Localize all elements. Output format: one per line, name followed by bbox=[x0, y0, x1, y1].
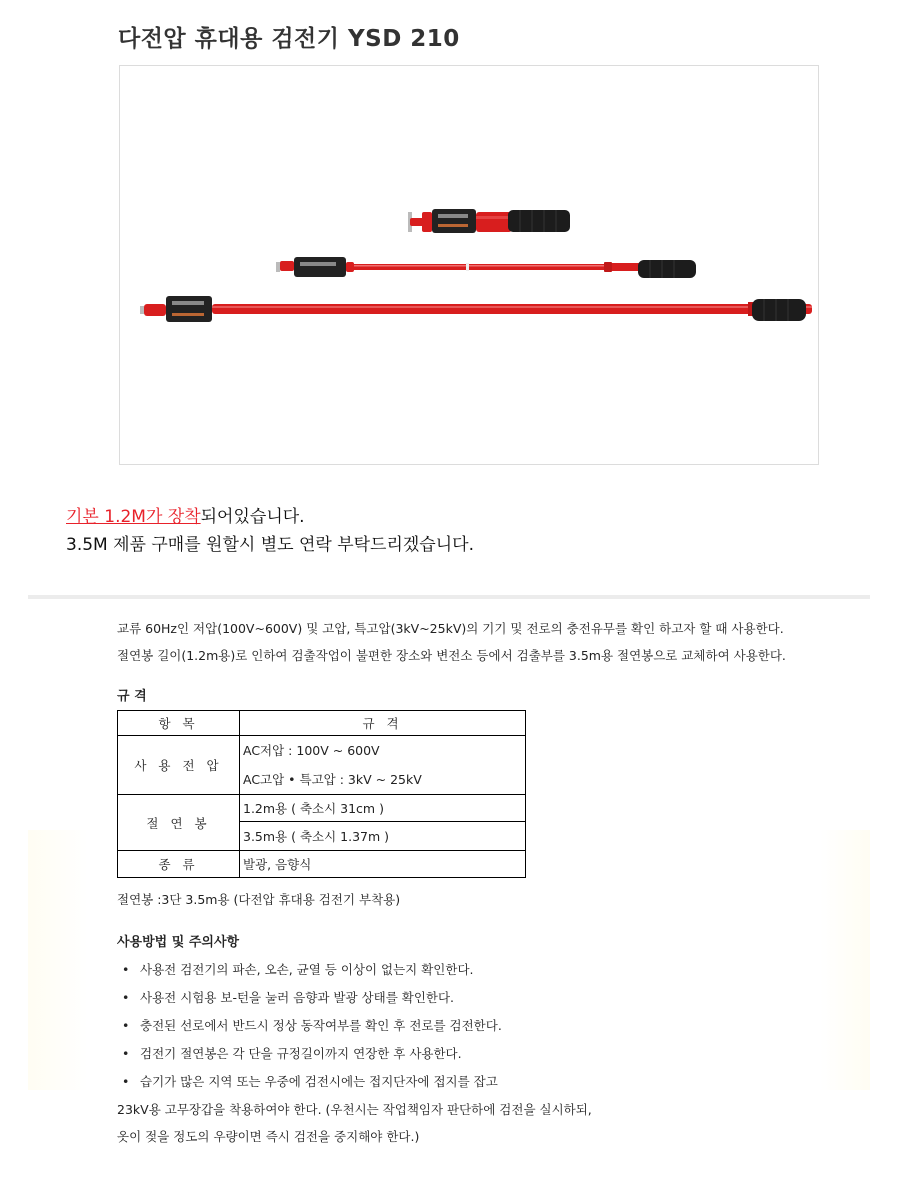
bullet: • bbox=[122, 1046, 130, 1061]
intro-paragraph-1: 교류 60Hz인 저압(100V~600V) 및 고압, 특고압(3kV~25kV)의 기기 및 전로의 충전유무를 확인 하고자 할 때 사용한다. bbox=[117, 621, 784, 636]
list-item bbox=[117, 984, 837, 1012]
install-notice bbox=[66, 503, 474, 559]
usage-heading: 사용방법 및 주의사항 bbox=[117, 935, 240, 950]
spec-heading: 규 격 bbox=[117, 689, 147, 704]
category-rod: 절 연 봉 bbox=[118, 795, 240, 851]
spec-note: 절연봉 :3단 3.5m용 (다전압 휴대용 검전기 부착용) bbox=[117, 892, 401, 907]
list-item bbox=[117, 956, 837, 984]
notice-rest: 되어있습니다. bbox=[200, 507, 305, 527]
rod-value-2: 3.5m용 ( 축소시 1.37m ) bbox=[240, 822, 526, 851]
header-item: 항 목 bbox=[118, 711, 240, 736]
bullet: • bbox=[122, 990, 130, 1005]
voltage-low: AC저압 : 100V ~ 600V bbox=[243, 743, 380, 758]
tester-long bbox=[140, 296, 812, 322]
category-type: 종 류 bbox=[118, 851, 240, 878]
rod-value-1: 1.2m용 ( 축소시 31cm ) bbox=[240, 795, 526, 822]
bullet: • bbox=[122, 962, 130, 977]
list-item bbox=[117, 1040, 837, 1068]
section-divider bbox=[28, 595, 870, 599]
tester-medium bbox=[276, 257, 696, 278]
notice-highlight: 기본 1.2M가 장착 bbox=[66, 507, 201, 527]
bullet: • bbox=[122, 1018, 130, 1033]
table-row bbox=[118, 795, 526, 822]
product-photo bbox=[119, 65, 819, 465]
spec-table bbox=[117, 710, 526, 878]
usage-text: 사용전 시험용 보-턴을 눌러 음향과 발광 상태를 확인한다. bbox=[140, 990, 455, 1005]
usage-tail-1: 23kV용 고무장갑을 착용하여야 한다. (우천시는 작업책임자 판단하에 검전을 실시하되, bbox=[117, 1102, 592, 1117]
table-row bbox=[118, 851, 526, 878]
notice-line-2: 3.5M 제품 구매를 원할시 별도 연락 부탁드리겠습니다. bbox=[66, 535, 474, 555]
usage-text: 검전기 절연봉은 각 단을 규정길이까지 연장한 후 사용한다. bbox=[140, 1046, 462, 1061]
usage-text: 사용전 검전기의 파손, 오손, 균열 등 이상이 없는지 확인한다. bbox=[140, 962, 474, 977]
list-item bbox=[117, 1068, 837, 1096]
page-title: 다전압 휴대용 검전기 YSD 210 bbox=[118, 26, 460, 52]
type-value: 발광, 음향식 bbox=[240, 851, 526, 878]
background-fade-left bbox=[28, 830, 88, 1090]
usage-tail-2: 옷이 젖을 정도의 우량이면 즉시 검전을 중지해야 한다.) bbox=[117, 1129, 420, 1144]
spec-section bbox=[117, 615, 837, 1150]
intro-paragraph-2: 절연봉 길이(1.2m용)로 인하여 검출작업이 불편한 장소와 변전소 등에서 검출부를 3.5m용 절연봉으로 교체하여 사용한다. bbox=[117, 648, 786, 663]
table-row bbox=[118, 736, 526, 795]
usage-text: 충전된 선로에서 반드시 정상 동작여부를 확인 후 전로를 검전한다. bbox=[140, 1018, 502, 1033]
bullet: • bbox=[122, 1074, 130, 1089]
voltage-values bbox=[240, 736, 526, 795]
category-voltage: 사 용 전 압 bbox=[118, 736, 240, 795]
list-item bbox=[117, 1012, 837, 1040]
voltage-high: AC고압 • 특고압 : 3kV ~ 25kV bbox=[243, 772, 422, 787]
tester-short bbox=[408, 209, 570, 233]
header-spec: 규 격 bbox=[240, 711, 526, 736]
usage-list bbox=[117, 956, 837, 1096]
usage-text: 습기가 많은 지역 또는 우중에 검전시에는 접지단자에 접지를 잡고 bbox=[140, 1074, 498, 1089]
spec-header-row bbox=[118, 711, 526, 736]
notice-line-1 bbox=[66, 503, 474, 531]
product-illustration bbox=[120, 66, 820, 466]
